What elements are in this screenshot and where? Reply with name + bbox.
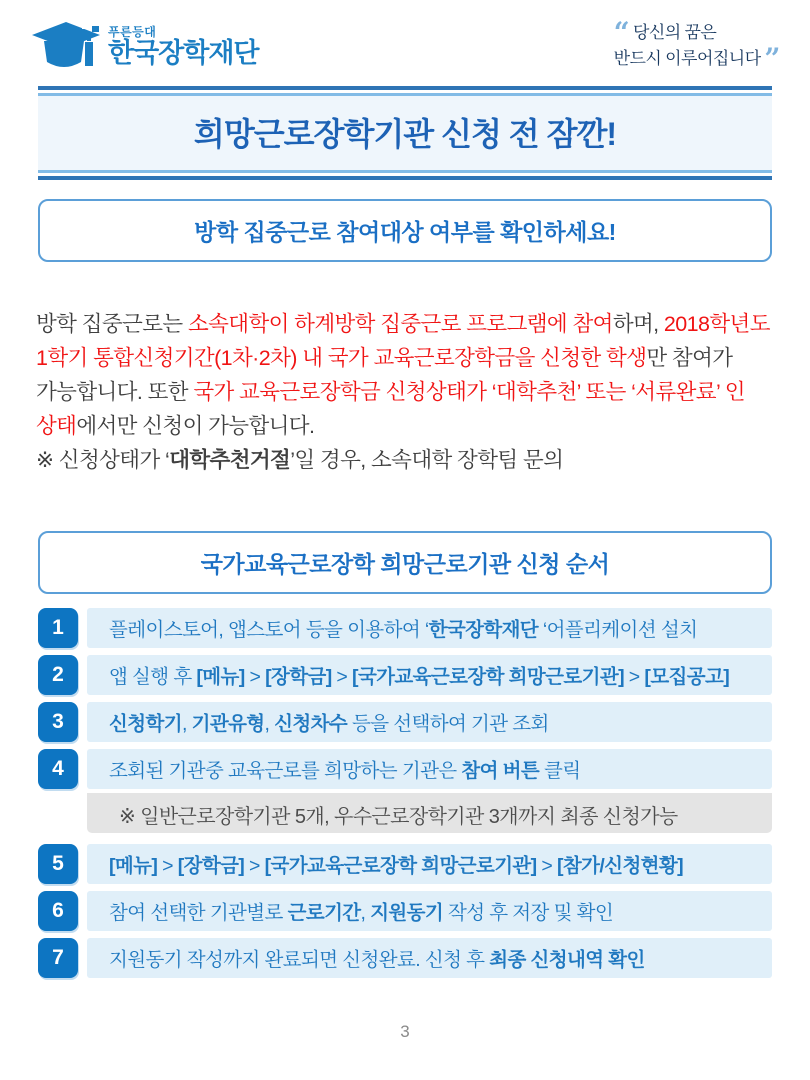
banner-body xyxy=(38,96,772,170)
section2-title: 국가교육근로장학 희망근로기관 신청 순서 xyxy=(200,551,610,577)
step-row-4 xyxy=(38,749,772,789)
step-number-badge: 1 xyxy=(38,608,78,648)
step-row-3 xyxy=(38,702,772,742)
kosaf-logo xyxy=(30,14,259,79)
step-4-note: ※ 일반근로장학기관 5개, 우수근로장학기관 3개까지 최종 신청가능 xyxy=(87,793,772,833)
slogan-line1: “ 당신의 꿈은 xyxy=(613,16,717,49)
page-header xyxy=(0,0,810,74)
step-number-badge: 7 xyxy=(38,938,78,978)
step-text: 지원동기 작성까지 완료되면 신청완료. 신청 후 최종 신청내역 확인 xyxy=(87,938,772,978)
banner-rule-bottom-dark xyxy=(38,176,772,180)
step-number-badge: 3 xyxy=(38,702,78,742)
slogan-line2: 반드시 이루어집니다 ” xyxy=(613,41,780,75)
graduation-cap-icon xyxy=(30,14,102,79)
section2-box xyxy=(38,531,772,594)
step-row-2 xyxy=(38,655,772,695)
step-number-badge: 6 xyxy=(38,891,78,931)
logo-text xyxy=(108,26,259,67)
section1-title: 방학 집중근로 참여대상 여부를 확인하세요! xyxy=(194,219,616,245)
step-text: 플레이스토어, 앱스토어 등을 이용하여 ‘한국장학재단 ‘어플리케이션 설치 xyxy=(87,608,772,648)
step-text: 조회된 기관중 교육근로를 희망하는 기관은 참여 버튼 클릭 xyxy=(87,749,772,789)
paragraph-body: 방학 집중근로는 소속대학이 하계방학 집중근로 프로그램에 참여하며, 2018학년도 1학기 통합신청기간(1차·2차) 내 국가 교육근로장학금을 신청한 학생만 참여가 가능합니다. 또한 국가 교육근로장학금 신청상태가 ‘대학추천’ 또는 ‘서류완료’ 인 상태에서만 신청이 가능합니다. xyxy=(36,312,770,438)
steps-list xyxy=(38,608,772,978)
page-title: 희망근로장학기관 신청 전 잠깐! xyxy=(193,116,617,152)
step-row-7 xyxy=(38,938,772,978)
section1-box xyxy=(38,199,772,262)
step-row-6 xyxy=(38,891,772,931)
step-text: 참여 선택한 기관별로 근로기간, 지원동기 작성 후 저장 및 확인 xyxy=(87,891,772,931)
step-text: [메뉴] > [장학금] > [국가교육근로장학 희망근로기관] > [참가/신청현황] xyxy=(87,844,772,884)
logo-subtitle: 푸른등대 xyxy=(108,25,157,39)
open-quote-icon: “ xyxy=(613,16,630,49)
step-number-badge: 5 xyxy=(38,844,78,884)
step-text: 앱 실행 후 [메뉴] > [장학금] > [국가교육근로장학 희망근로기관] > [모집공고] xyxy=(87,655,772,695)
step-text: 신청학기, 기관유형, 신청차수 등을 선택하여 기관 조회 xyxy=(87,702,772,742)
step-row-1 xyxy=(38,608,772,648)
close-quote-icon: ” xyxy=(764,41,780,75)
paragraph-note: ※ 신청상태가 ‘대학추천거절’일 경우, 소속대학 장학팀 문의 xyxy=(36,448,564,472)
intro-paragraph xyxy=(36,307,770,477)
step-row-5 xyxy=(38,844,772,884)
title-banner xyxy=(38,86,772,180)
logo-title: 한국장학재단 xyxy=(108,38,259,68)
step-number-badge: 2 xyxy=(38,655,78,695)
slogan xyxy=(613,16,780,75)
step-number-badge: 4 xyxy=(38,749,78,789)
page-number: 3 xyxy=(400,1022,410,1041)
